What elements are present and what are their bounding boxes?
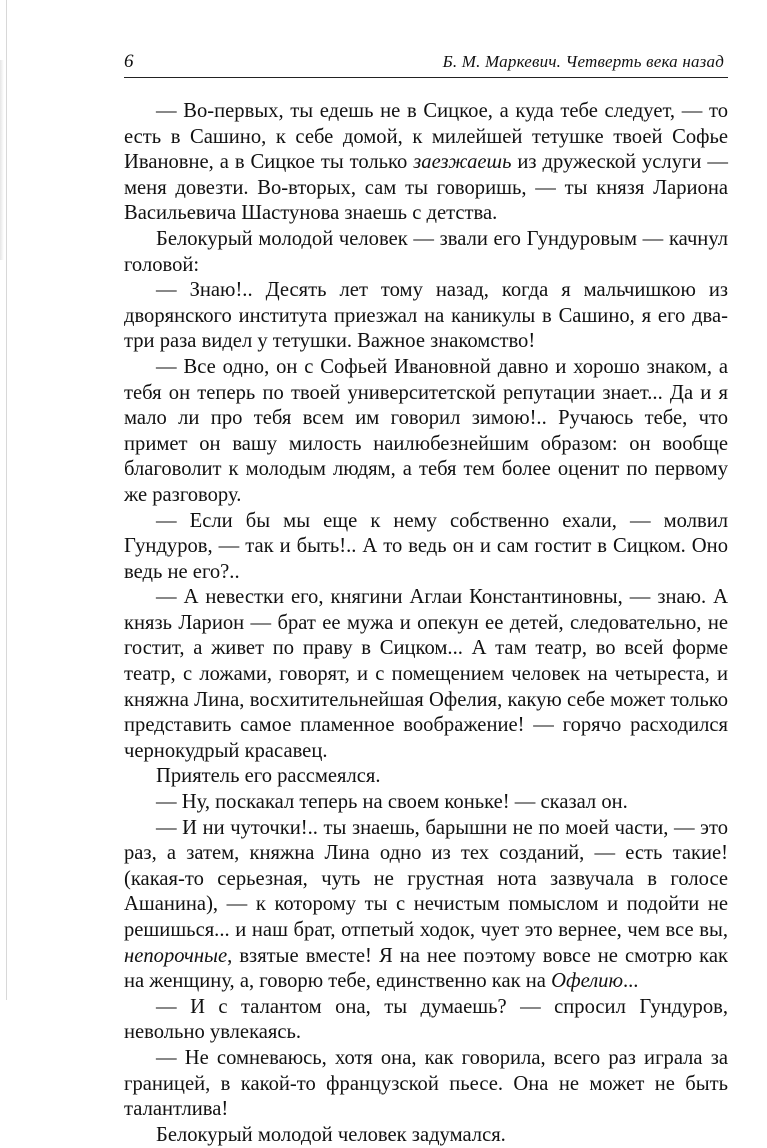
page-number: 6 (124, 51, 134, 72)
paragraph: — Все одно, он с Софьей Ивановной давно и хорошо знаком, а тебя он теперь по твоей университетской репутации знает... Да и я мало ли про тебя всем им говорил зимою!.. Ручаюсь тебе, что примет он вашу милость наилюбезнейшим образом: он вообще благоволит к молодым людям, а тебя тем более оценит по первому же разговору. (124, 355, 728, 506)
paragraph: — Во-первых, ты едешь не в Сицкое, а куда тебе следует, — то есть в Сашино, к себе домой, к милейшей тетушке твоей Софье Ивановне, а в Сицкое ты только заезжаешь из дружеской услуги — меня довезти. Во-вторых, сам ты говоришь, — ты князя Лариона Васильевича Шастунова знаешь с детства. (124, 100, 728, 225)
paragraph: — И ни чуточки!.. ты знаешь, барышни не по моей части, — это раз, а затем, княжна Лина одно из тех созданий, — есть такие! (какая-то серьезная, чуть не грустная нота зазвучала в голосе Ашанина), — к которому ты с нечистым помыслом и подойти не решишься... и наш брат, отпетый ходок, чует это вернее, чем все вы, непорочные, взятые вместе! Я на нее поэтому вовсе не смотрю как на женщину, а, говорю тебе, единственно как на Офелию... (124, 816, 728, 993)
paragraph: — И с талантом она, ты думаешь? — спросил Гундуров, невольно увлекаясь. (124, 995, 728, 1044)
page-edge-line (6, 0, 7, 1000)
paragraph: — А невестки его, княгини Аглаи Константиновны, — знаю. А князь Ларион — брат ее мужа и опекун ее детей, следовательно, не гостит, а живет по праву в Сицком... А там театр, во всей форме театр, с ложами, говорят, и с помещением человек на четыреста, и княжна Лина, восхитительнейшая Офелия, какую себе может только представить самое пламенное воображение! — горячо расходился чернокудрый красавец. (124, 586, 728, 762)
paragraph: Белокурый молодой человек — звали его Гундуровым — качнул головой: (124, 227, 728, 276)
paragraph: — Знаю!.. Десять лет тому назад, когда я мальчишкою из дворянского института приезжал на каникулы в Сашино, я его два-три раза видел у тетушки. Важное знакомство! (124, 279, 728, 353)
running-title: Б. М. Маркевич. Четверть века назад (442, 52, 724, 71)
paragraph: — Ну, поскакал теперь на своем коньке! — сказал он. (156, 791, 628, 814)
paragraph: Белокурый молодой человек задумался. (156, 1123, 506, 1146)
emphasis: заезжаешь (413, 151, 512, 174)
emphasis: Офелию (551, 970, 623, 993)
paragraph: — Если бы мы еще к нему собственно ехали, — молвил Гундуров, — так и быть!.. А то ведь он и сам гостит в Сицком. Оно ведь не его?.. (124, 509, 728, 583)
page-edge-shadow (0, 60, 4, 260)
page-header (124, 51, 728, 81)
body-text (124, 99, 728, 1148)
emphasis: непорочные (124, 944, 228, 967)
paragraph: Приятель его рассмеялся. (156, 765, 381, 788)
paragraph: — Не сомневаюсь, хотя она, как говорила, всего раз играла за границей, в какой-то французской пьесе. Она не может не быть талантлива! (124, 1046, 728, 1121)
header-rule (124, 77, 728, 78)
